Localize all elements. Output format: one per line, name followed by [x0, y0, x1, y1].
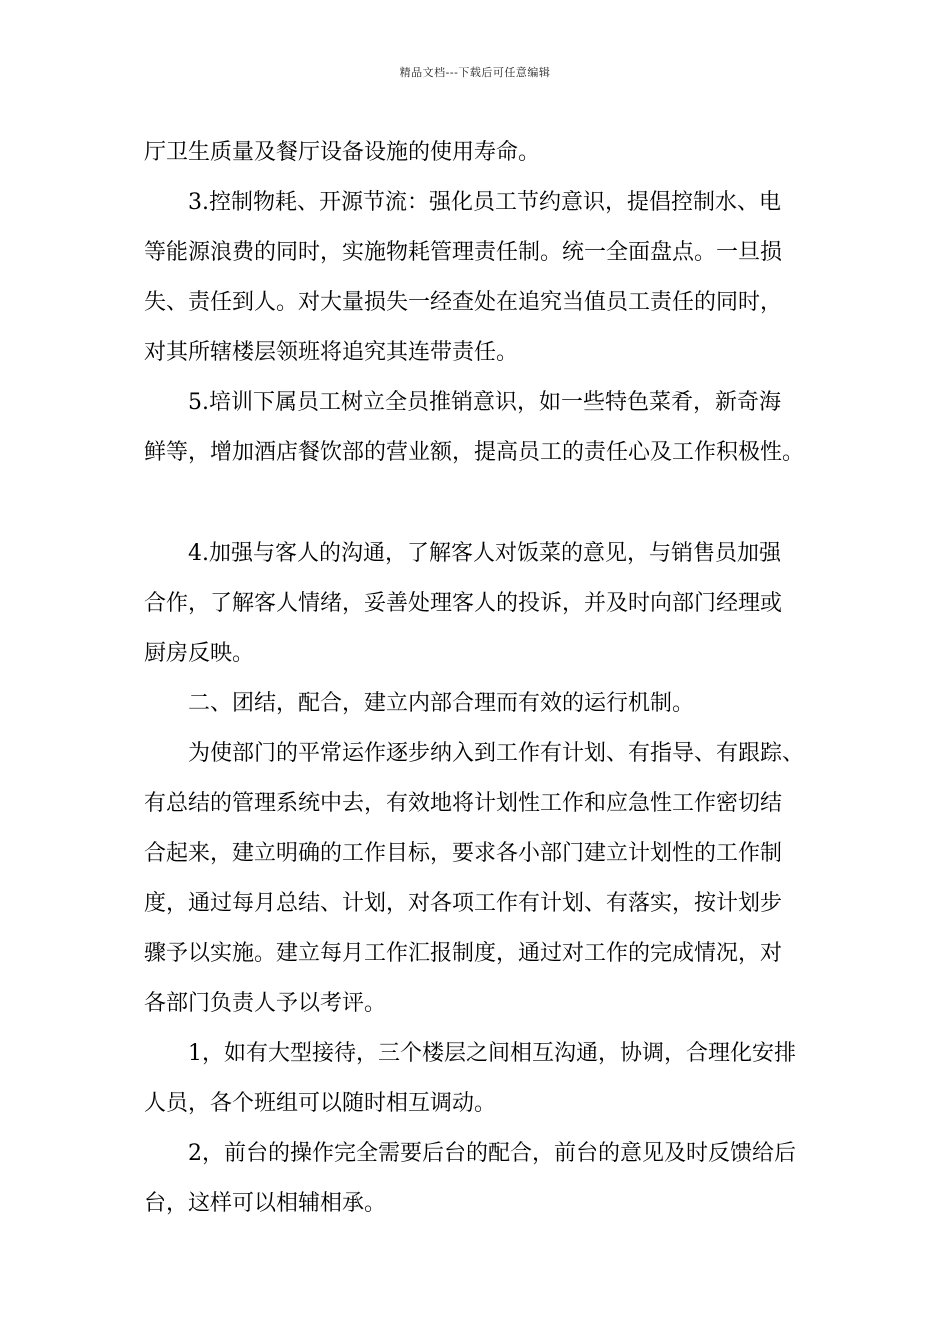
- text-line: 3.控制物耗、开源节流：强化员工节约意识，提倡控制水、电: [188, 190, 781, 215]
- text-line: 鲜等，增加酒店餐饮部的营业额，提高员工的责任心及工作积极性。: [144, 440, 805, 465]
- page-header: 精品文档---下载后可任意编辑: [399, 66, 551, 79]
- text-line: 为使部门的平常运作逐步纳入到工作有计划、有指导、有跟踪、: [188, 741, 805, 766]
- section-heading: 二、团结，配合，建立内部合理而有效的运行机制。: [188, 691, 695, 716]
- text-line: 失、责任到人。对大量损失一经查处在追究当值员工责任的同时，: [144, 290, 783, 315]
- text-line: 有总结的管理系统中去，有效地将计划性工作和应急性工作密切结: [144, 791, 783, 816]
- paragraph-spacer: [144, 478, 834, 529]
- text-line: 等能源浪费的同时，实施物耗管理责任制。统一全面盘点。一旦损: [144, 240, 783, 265]
- text-line: 厨房反映。: [144, 641, 255, 666]
- text-line: 合起来，建立明确的工作目标，要求各小部门建立计划性的工作制: [144, 841, 783, 866]
- text-line: 1，如有大型接待，三个楼层之间相互沟通，协调，合理化安排: [188, 1041, 796, 1066]
- text-line: 台，这样可以相辅相承。: [144, 1191, 387, 1216]
- text-line: 人员，各个班组可以随时相互调动。: [144, 1091, 497, 1116]
- text-line: 厅卫生质量及餐厅设备设施的使用寿命。: [144, 140, 541, 165]
- text-line: 5.培训下属员工树立全员推销意识，如一些特色菜肴，新奇海: [188, 390, 781, 415]
- document-body: [144, 128, 834, 1229]
- text-line: 度，通过每月总结、计划，对各项工作有计划、有落实，按计划步: [144, 891, 783, 916]
- text-line: 对其所辖楼层领班将追究其连带责任。: [144, 340, 519, 365]
- text-line: 2，前台的操作完全需要后台的配合，前台的意见及时反馈给后: [188, 1141, 796, 1166]
- text-line: 骤予以实施。建立每月工作汇报制度，通过对工作的完成情况，对: [144, 941, 783, 966]
- text-line: 各部门负责人予以考评。: [144, 991, 387, 1016]
- text-line: 4.加强与客人的沟通，了解客人对饭菜的意见，与销售员加强: [188, 541, 781, 566]
- text-line: 合作，了解客人情绪，妥善处理客人的投诉，并及时向部门经理或: [144, 591, 783, 616]
